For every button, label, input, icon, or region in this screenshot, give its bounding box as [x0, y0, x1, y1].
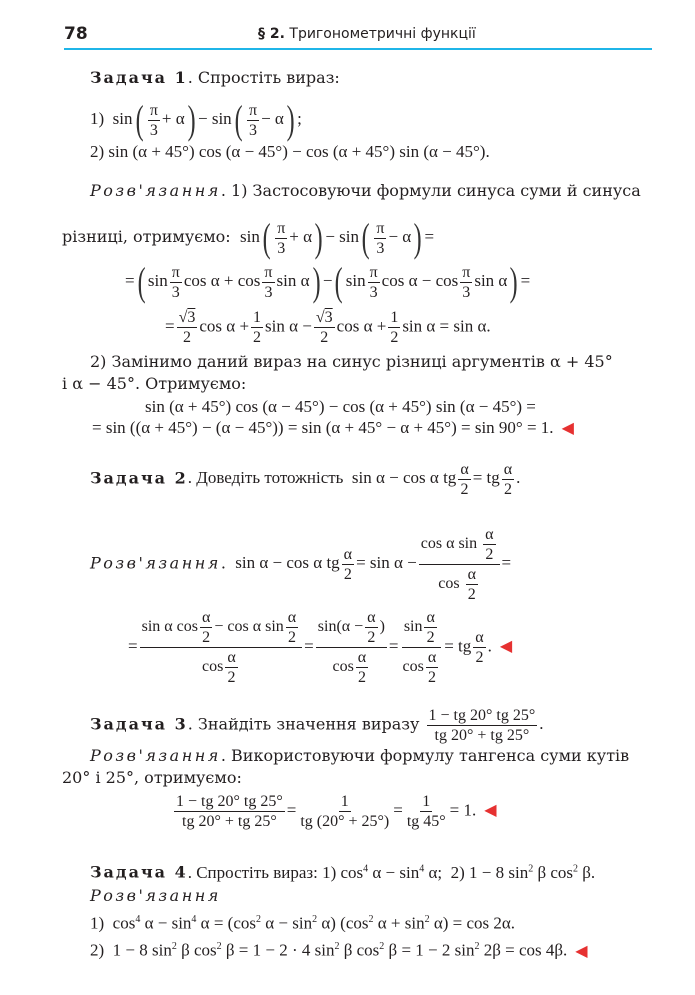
task1-step2: =( sin $\frac{\pi}{3}$ cos α + cos $\frac{\pi}{3}$ sin α) −( sin $\frac{\pi}{3}$ cos α − cos $\frac{\pi}{3}$ sin α) = [125, 259, 531, 304]
task1-part2-text2: і α − 45°. Отримуємо: [62, 374, 247, 393]
section-mark: § 2. [258, 26, 285, 42]
solution-label: Розв'язання [90, 553, 221, 573]
task4-heading: Задача 4. Спростіть вираз: 1) $\cos^4 \alpha - \sin^4 \alpha$; 2) 1 − 8 $\sin^2 \beta$ $\cos^2 \beta$. [90, 862, 596, 882]
task4-label: Задача 4 [90, 862, 188, 882]
solution-label: Розв'язання [90, 181, 221, 200]
task2-solution-step2: = sin α cos $\frac{\alpha}{2}$ − cos α sin $\frac{\alpha}{2}$ cos $\frac{\alpha}{2}$ = sin(α − $\frac{\alpha}{2}$ ) cos $\frac{\alpha}{2}$ = sin $\frac{\alpha}{2}$ cos $\frac{\alpha}{2}$ = tg $\frac{\alpha}{2}$ . ◀ [128, 609, 513, 686]
solution-label: Розв'язання [90, 886, 221, 905]
solution-text: . 1) Застосовуючи формули синуса суми й синуса [220, 181, 641, 200]
task4-step1: 1) $\cos^4 \alpha - \sin^4 \alpha = (\cos^2$ $\alpha - \sin^2 \alpha$) ($\cos^2$ $\alpha + \sin^2 \alpha) = \cos 2\alpha$. [90, 913, 516, 933]
solution-label: Розв'язання [90, 746, 221, 765]
task1-solution-intro [90, 181, 641, 201]
task1-item2: 2) sin (α + 45°) cos (α − 45°) − cos (α + 45°) sin (α − 45°). [90, 142, 490, 161]
end-of-solution-marker-icon: ◀ [561, 420, 574, 437]
task3-heading: Задача 3. Знайдіть значення виразу $\frac{1 - tg 20^\circ tg 25^\circ}{tg 20^\circ + tg 25^\circ}$ . [90, 707, 544, 744]
task4-step2: 2) 1 − 8 $\sin^2 \beta$ $\cos^2 \beta = 1 - 2 \cdot 4$ $\sin^2 \beta$ $\cos^2 \beta = 1 - 2$ $\sin^2 2\beta = \cos 4\beta$. ◀ [90, 940, 588, 960]
section-title [258, 26, 476, 42]
task1-part2-eq1: sin (α + 45°) cos (α − 45°) − cos (α + 45°) sin (α − 45°) = [145, 397, 536, 416]
task4-solution-label [90, 886, 221, 906]
task1-part2-eq2 [92, 418, 574, 439]
task3-solution-text2: 20° і 25°, отримуємо: [62, 768, 242, 787]
task3-equation: $\frac{1 - tg 20^\circ tg 25^\circ}{tg 20^\circ + tg 25^\circ}$ = $\frac{1}{tg (20^\circ + 25^\circ)}$ = $\frac{1}{tg 45^\circ}$ = 1. ◀ [176, 793, 497, 830]
task1-label: Задача 1 [90, 68, 188, 87]
task3-solution-intro [90, 746, 629, 766]
end-of-solution-marker-icon: ◀ [499, 638, 513, 656]
task1-prompt: . Спростіть вираз: [187, 68, 340, 87]
task1-heading [90, 68, 340, 88]
header-rule [64, 48, 652, 50]
end-of-solution-marker-icon: ◀ [484, 802, 497, 820]
task1-step3: = $\frac{√3}{2}$ cos α + $\frac{1}{2}$ sin α − $\frac{√3}{2}$ cos α + $\frac{1}{2}$ sin α = sin α. [165, 309, 491, 346]
solution-text-2: різниці, отримуємо: [62, 226, 231, 246]
task2-heading: Задача 2. Доведіть тотожність sin α − cos α tg $\frac{\alpha}{2}$ = tg $\frac{\alpha}{2}$ . [90, 461, 521, 498]
task1-solution-line2: різниці, отримуємо: sin( $\frac{\pi}{3}$ + α) − sin( $\frac{\pi}{3}$ − α) = [62, 215, 435, 260]
task2-label: Задача 2 [90, 468, 188, 488]
task2-solution-step1: Розв'язання. sin α − cos α tg $\frac{\alpha}{2}$ = sin α − cos α sin $\frac{\alpha}{2}$ cos $\frac{\alpha}{2}$ = [90, 526, 512, 603]
end-of-solution-marker-icon: ◀ [575, 942, 588, 960]
task1-part2-text: 2) Замінимо даний вираз на синус різниці аргументів α + 45° [90, 352, 613, 371]
page-number: 78 [64, 24, 88, 44]
section-title-text: Тригонометричні функції [289, 26, 476, 42]
task3-label: Задача 3 [90, 714, 188, 734]
eq-text: = sin ((α + 45°) − (α − 45°)) = sin (α + 45° − α + 45°) = sin 90° = 1. [92, 418, 554, 437]
task1-item1: 1) sin( $\frac{\pi}{3}$ + α) − sin( $\frac{\pi}{3}$ − α) ; [90, 97, 302, 142]
solution-text: . Використовуючи формулу тангенса суми кутів [220, 746, 630, 765]
